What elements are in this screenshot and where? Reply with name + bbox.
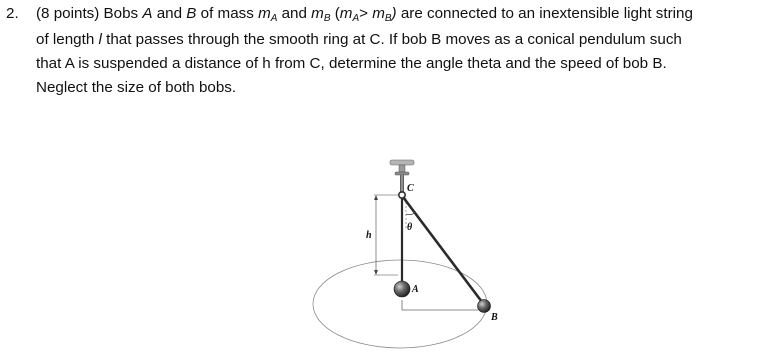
problem-line-4: Neglect the size of both bobs. <box>36 79 237 96</box>
label-c: C <box>407 183 414 194</box>
bob-a-symbol: A <box>142 5 153 22</box>
mass-symbol: m <box>372 5 385 22</box>
text-segment: of mass <box>196 5 259 22</box>
text-segment: ) <box>391 5 397 22</box>
text-segment: are connected to an inextensible light string <box>396 5 693 22</box>
bob-b <box>478 300 491 313</box>
label-b: B <box>491 312 498 323</box>
text-segment: (8 points) Bobs <box>36 5 143 22</box>
problem-text <box>36 2 754 100</box>
mass-subscript: B <box>384 13 392 24</box>
mass-symbol: m <box>311 5 324 22</box>
text-segment: that passes through the smooth ring at C. If bob B moves as a conical pendulum such <box>101 31 682 48</box>
problem-statement <box>6 2 754 100</box>
h-dimension <box>374 195 398 275</box>
problem-line-3: that A is suspended a distance of h from C, determine the angle theta and the speed of bob B. <box>36 55 667 72</box>
problem-number: 2. <box>6 5 19 22</box>
label-a: A <box>412 284 419 295</box>
mass-symbol: m <box>258 5 271 22</box>
ceiling-mount <box>390 160 414 175</box>
text-segment: of length <box>36 31 99 48</box>
text-segment: and <box>277 5 312 22</box>
mass-subscript: B <box>323 13 331 24</box>
mass-subscript: A <box>352 13 360 24</box>
text-segment: and <box>152 5 187 22</box>
label-theta: θ <box>407 222 413 233</box>
conical-pendulum-figure <box>300 150 540 350</box>
text-segment: ( <box>330 5 340 22</box>
support-rod <box>400 175 404 193</box>
bob-b-symbol: B <box>186 5 197 22</box>
pendulum-diagram <box>300 150 540 350</box>
text-segment: > <box>359 5 373 22</box>
length-symbol: l <box>98 31 102 48</box>
bob-a <box>394 281 410 297</box>
mass-symbol: m <box>339 5 353 22</box>
problem-line-2 <box>36 28 754 52</box>
problem-line-1 <box>36 2 754 28</box>
mass-subscript: A <box>270 13 278 24</box>
label-h: h <box>366 230 372 241</box>
